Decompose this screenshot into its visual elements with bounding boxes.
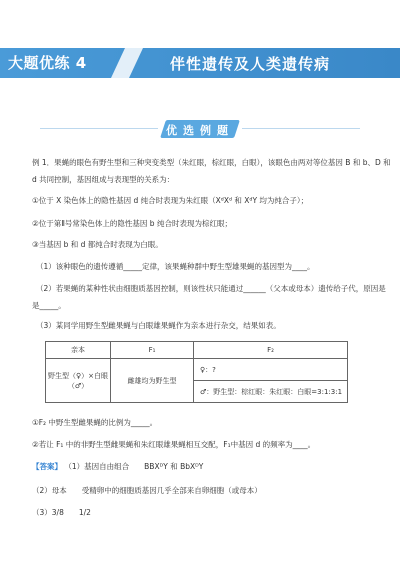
question-2a: （2）若果蝇的某种性状由细胞质基因控制，则该性状只能通过______（父本或母本）遗传给子代，原因是 (36, 284, 386, 293)
table-cell-parent: 野生型（♀）×白眼（♂） (46, 359, 111, 403)
banner-right-title: 伴性遗传及人类遗传病 (170, 55, 331, 73)
question-3: （3）某同学用野生型雌果蝇与白眼雄果蝇作为亲本进行杂交，结果如表。 (36, 321, 281, 330)
answer-1: （1）基因自由组合 BBXᴰY 和 BbXᴰY (64, 462, 204, 471)
badge-text: 优选例题 (166, 124, 234, 137)
question-1: （1）该种眼色的遗传遵循_____定律，该果蝇种群中野生型雄果蝇的基因型为____。 (36, 262, 315, 271)
answer-3: （3）3/8 1/2 (32, 508, 91, 517)
banner-left-title: 大题优练 4 (8, 54, 87, 72)
example-item-1: ①位于 X 染色体上的隐性基因 d 纯合时表现为朱红眼（XᵈXᵈ 和 XᵈY 均为纯合子）； (32, 196, 309, 205)
table-header-f1: F₁ (111, 342, 194, 359)
table-cell-f2-male: ♂：野生型：棕红眼：朱红眼：白眼=3:1:3:1 (194, 381, 348, 403)
section-badge (155, 120, 245, 138)
sub-question-2: ②若让 F₁ 中的非野生型雌果蝇和朱红眼雄果蝇相互交配，F₁中基因 d 的频率为____。 (32, 440, 316, 449)
table-cell-f2-female: ♀：? (194, 359, 348, 381)
header-banner (0, 48, 400, 78)
question-2b: 是_____。 (32, 301, 66, 310)
example-line-2: d 共同控制，基因组成与表现型的关系为： (32, 175, 175, 184)
example-line-1: 例 1．果蝇的眼色有野生型和三种突变类型（朱红眼，棕红眼，白眼），该眼色由两对等位基因 B 和 b、D 和 (32, 158, 391, 167)
badge-divider-left (40, 128, 158, 129)
answer-line-1 (32, 462, 203, 472)
answer-label: 【答案】 (32, 462, 62, 471)
example-item-3: ③当基因 b 和 d 都纯合时表现为白眼。 (32, 240, 163, 249)
table-header-parent: 亲本 (46, 342, 111, 359)
example-item-2: ②位于第Ⅱ号常染色体上的隐性基因 b 纯合时表现为棕红眼； (32, 219, 232, 228)
badge-divider-right (242, 128, 360, 129)
results-table (45, 341, 348, 403)
table-cell-f1: 雌雄均为野生型 (111, 359, 194, 403)
sub-question-1: ①F₂ 中野生型雌果蝇的比例为_____。 (32, 418, 158, 427)
table-header-f2: F₂ (194, 342, 348, 359)
answer-2: （2）母本 受精卵中的细胞质基因几乎全部来自卵细胞（或母本） (32, 486, 262, 495)
banner-separator (111, 48, 143, 78)
